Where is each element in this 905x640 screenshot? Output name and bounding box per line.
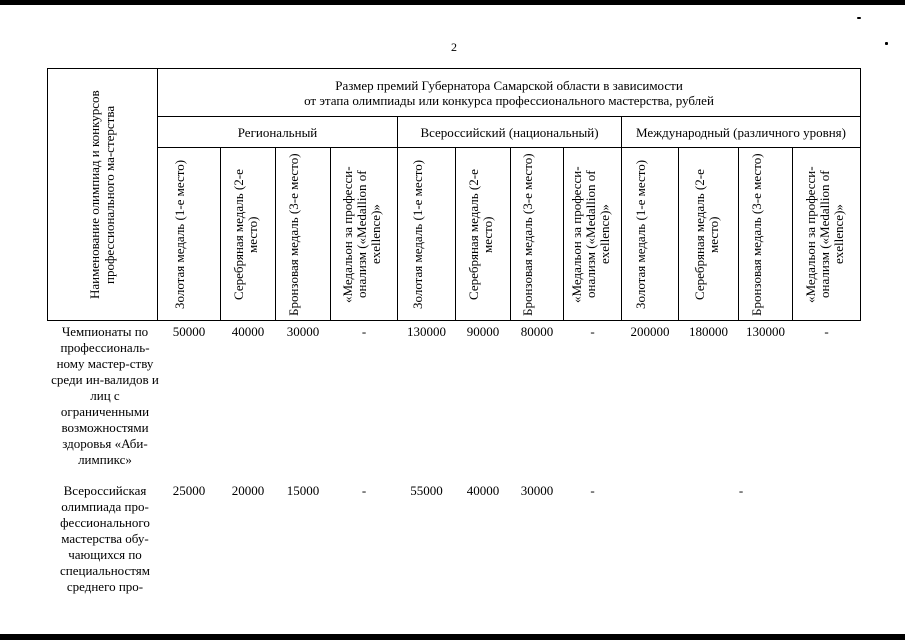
table-cell: - xyxy=(361,483,367,498)
scan-bottom-border xyxy=(0,634,905,640)
stage-header-regional: Региональный xyxy=(237,124,318,140)
stage-header-international: Международный (различного уровня) xyxy=(636,124,846,140)
main-header-line2: от этапа олимпиады или конкурса профессионального мастерства, рублей xyxy=(304,92,714,108)
grid-line xyxy=(860,68,861,321)
medal-col-header xyxy=(739,148,792,320)
scan-speck xyxy=(857,17,861,19)
stage-header-national: Всероссийский (национальный) xyxy=(420,124,599,140)
scan-speck xyxy=(885,42,888,45)
table-cell: 15000 xyxy=(286,483,320,498)
olympiad-name-header: Наименование олимпиад и конкурсов профессионального ма-стерства xyxy=(86,90,117,299)
table-cell: - xyxy=(590,324,595,339)
medal-col-label: Бронзовая медаль (3-е место) xyxy=(286,152,301,316)
row-name-abilympics: Чемпионаты по профессиональ-ному мастер-ству среди ин-валидов и лиц с ограниченными возможностями здоровья «Аби-лимпикс» xyxy=(51,324,159,467)
main-header-cell xyxy=(158,69,860,116)
olympiad-name-header-cell xyxy=(48,69,157,320)
medal-col-label: Золотая медаль (1-е место) xyxy=(409,159,425,309)
medal-col-label: Бронзовая медаль (3-е место) xyxy=(520,152,535,316)
table-cell: 90000 xyxy=(466,324,500,339)
medal-col-header xyxy=(398,148,455,320)
medal-col-header xyxy=(331,148,397,320)
table-cell: 130000 xyxy=(746,324,785,339)
table-cell: - xyxy=(824,324,829,339)
medal-col-label: Бронзовая медаль (3-е место) xyxy=(748,152,764,316)
medal-col-label: «Медальон за професси-онализм («Medallion of exellence)» xyxy=(568,165,612,303)
table-cell: 25000 xyxy=(172,483,206,498)
medal-col-label: «Медальон за професси-онализм («Medallion of exellence)» xyxy=(802,165,846,303)
table-cell: 30000 xyxy=(520,483,554,498)
table-cell: 20000 xyxy=(231,483,265,498)
main-header-line1: Размер премий Губернатора Самарской области в зависимости xyxy=(335,77,683,93)
table-cell: 180000 xyxy=(689,324,728,339)
medal-col-header xyxy=(276,148,330,320)
medal-col-label: Серебряная медаль (2-е место) xyxy=(231,168,260,300)
medal-col-header xyxy=(679,148,738,320)
page-number: 2 xyxy=(451,40,457,54)
medal-col-header xyxy=(221,148,275,320)
table-cell: 130000 xyxy=(407,324,446,339)
table-cell: - xyxy=(361,324,367,339)
medal-col-header xyxy=(456,148,510,320)
scan-top-border xyxy=(0,0,905,5)
row-name-vserossiyskaya-olimpiada: Всероссийская олимпиада про-фессионального мастерства обу-чающихся по специальностям среднего про- xyxy=(60,483,150,594)
medal-col-label: «Медальон за професси-онализм («Medallion of exellence)» xyxy=(340,165,383,303)
table-cell: 30000 xyxy=(286,324,320,339)
table-cell: 200000 xyxy=(630,324,670,339)
medal-col-label: Золотая медаль (1-е место) xyxy=(633,159,648,309)
medal-col-label: Золотая медаль (1-е место) xyxy=(172,159,187,309)
medal-col-header xyxy=(622,148,678,320)
medal-col-label: Серебряная медаль (2-е место) xyxy=(691,168,721,300)
table-cell: - xyxy=(590,483,595,498)
table-cell-international-merged: - xyxy=(738,483,744,498)
medal-col-header xyxy=(793,148,860,320)
table-cell: 40000 xyxy=(466,483,500,498)
table-cell: 55000 xyxy=(410,483,443,498)
table-cell: 80000 xyxy=(520,324,554,339)
medal-col-header xyxy=(511,148,563,320)
medal-col-header xyxy=(564,148,621,320)
table-cell: 50000 xyxy=(172,324,206,339)
table-cell: 40000 xyxy=(231,324,265,339)
medal-col-label: Серебряная медаль (2-е место) xyxy=(466,168,495,300)
medal-col-header xyxy=(158,148,220,320)
